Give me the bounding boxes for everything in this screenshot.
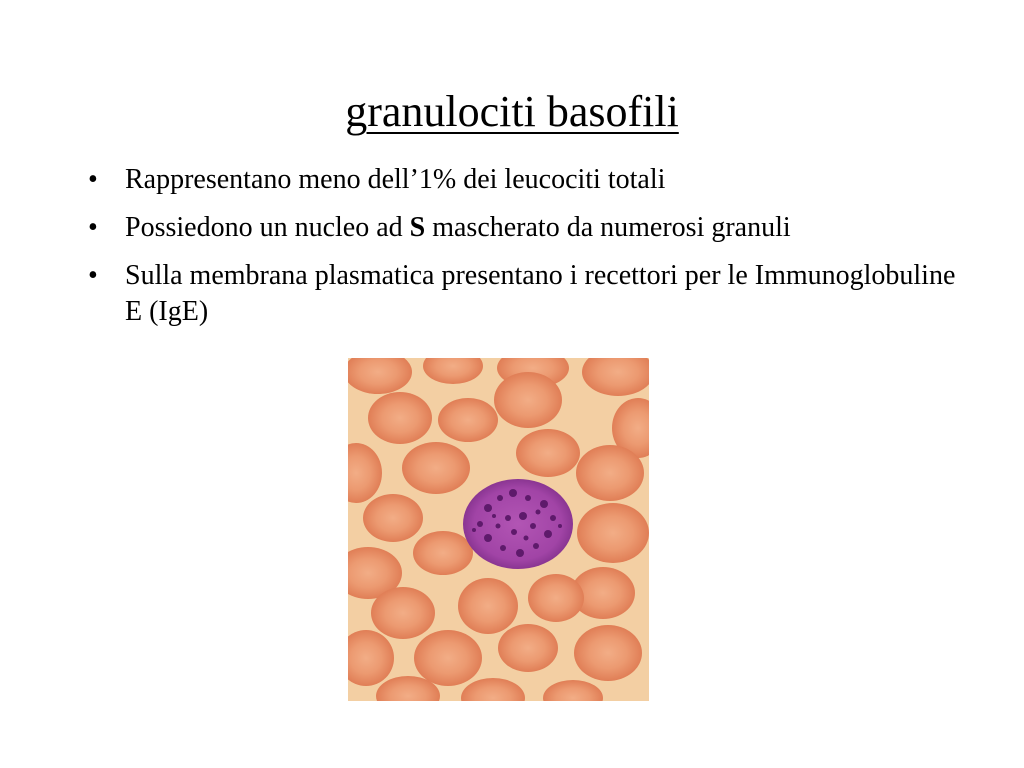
bullet-item <box>88 210 958 246</box>
blood-smear-image <box>348 358 649 701</box>
bullet-text: Sulla membrana plasmatica presentano i recettori per le Immunoglobuline E (IgE) <box>125 260 956 327</box>
bullet-item <box>88 258 958 330</box>
bullet-mark: • <box>88 164 98 195</box>
bullet-mark: • <box>88 260 98 291</box>
bullet-text: Possiedono un nucleo ad <box>125 212 410 243</box>
bullet-text: Rappresentano meno dell’1% dei leucociti totali <box>125 164 666 195</box>
slide-title: granulociti basofili <box>345 87 679 136</box>
bullet-text: mascherato da numerosi granuli <box>425 212 791 243</box>
bullet-list <box>88 162 958 342</box>
basophil-micrograph <box>348 358 649 701</box>
basophil-cell <box>463 479 573 569</box>
bullet-mark: • <box>88 212 98 243</box>
bullet-text-bold: S <box>409 212 426 243</box>
bullet-item <box>88 162 958 198</box>
